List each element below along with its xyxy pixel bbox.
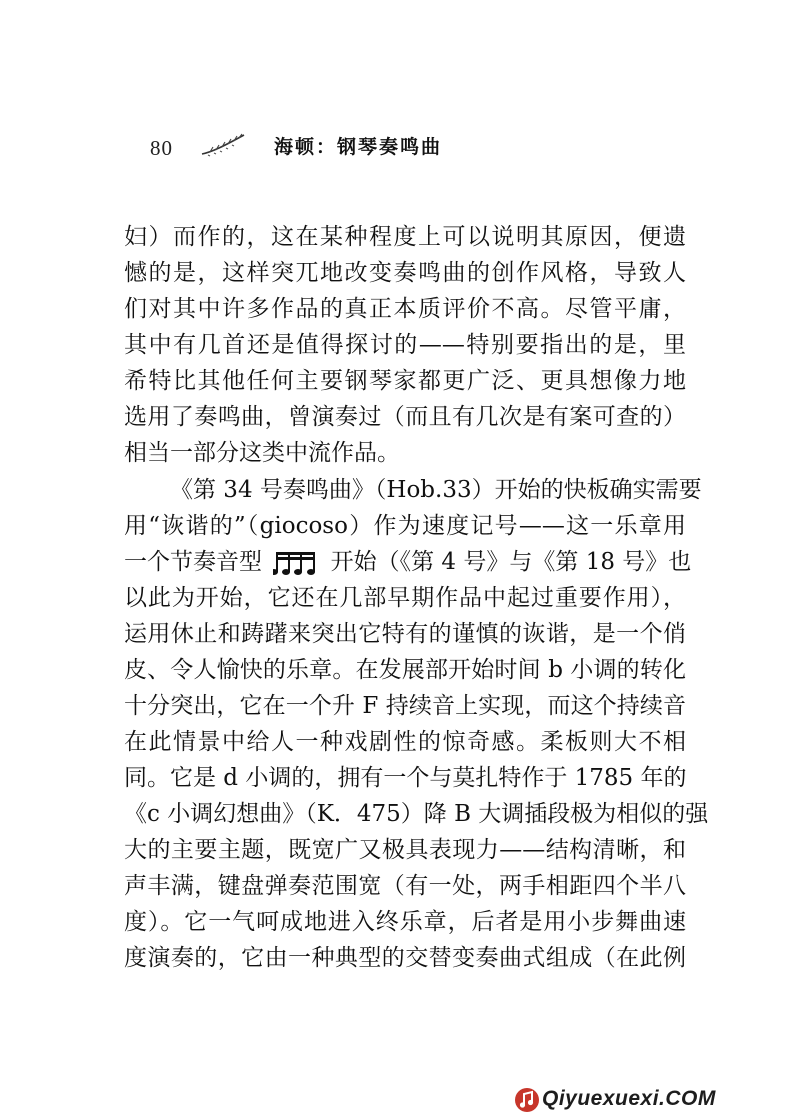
text-line-with-rhythm-figure xyxy=(124,544,692,580)
text-line: 相当一部分这类中流作品。 xyxy=(124,440,400,466)
music-note-icon xyxy=(514,1087,540,1113)
feather-ornament-icon xyxy=(200,132,246,158)
text-line: 希特比其他任何主要钢琴家都更广泛、更具想像力地 xyxy=(124,368,686,394)
text-line: 度演奏的，它由一种典型的交替变奏曲式组成（在此例 xyxy=(124,945,686,971)
text-line: 运用休止和踌躇来突出它特有的谨慎的诙谐，是一个俏 xyxy=(124,621,686,647)
site-watermark xyxy=(514,1084,784,1114)
text-line: 《第 34 号奏鸣曲》（Hob.33）开始的快板确实需要 xyxy=(170,477,702,503)
text-line: 《c 小调幻想曲》（K．475）降 B 大调插段极为相似的强 xyxy=(124,801,709,827)
text-line: 们对其中许多作品的真正本质评价不高。尽管平庸， xyxy=(124,296,686,322)
text-line: 其中有几首还是值得探讨的——特别要指出的是，里 xyxy=(124,332,686,358)
text-line: 同。它是 d 小调的，拥有一个与莫扎特作于 1785 年的 xyxy=(124,765,687,791)
watermark-text: Qiyuexuexi.COM xyxy=(542,1087,716,1110)
text-segment: 一个节奏音型 xyxy=(124,549,262,575)
text-line: 妇）而作的，这在某种程度上可以说明其原因，便遗 xyxy=(124,224,686,250)
text-segment: 开始（《第 4 号》与《第 18 号》也 xyxy=(330,549,692,575)
text-line: 大的主要主题，既宽广又极具表现力——结构清晰，和 xyxy=(124,837,686,863)
running-title: 海顿：钢琴奏鸣曲 xyxy=(274,136,443,158)
page-header xyxy=(0,128,794,168)
rhythm-figure-icon xyxy=(273,550,319,576)
text-line: 选用了奏鸣曲，曾演奏过（而且有几次是有案可查的） xyxy=(124,404,686,430)
text-line: 用“诙谐的”（giocoso）作为速度记号——这一乐章用 xyxy=(124,513,686,539)
text-line: 度）。它一气呵成地进入终乐章，后者是用小步舞曲速 xyxy=(124,909,686,935)
text-line: 憾的是，这样突兀地改变奏鸣曲的创作风格，导致人 xyxy=(124,260,686,286)
text-line: 以此为开始，它还在几部早期作品中起过重要作用）， xyxy=(124,585,686,611)
text-line: 十分突出，它在一个升 F 持续音上实现，而这个持续音 xyxy=(124,693,686,719)
text-line: 皮、令人愉快的乐章。在发展部开始时间 b 小调的转化 xyxy=(124,657,686,683)
text-line: 声丰满，键盘弹奏范围宽（有一处，两手相距四个半八 xyxy=(124,873,686,899)
page-number: 80 xyxy=(150,136,173,160)
text-line: 在此情景中给人一种戏剧性的惊奇感。柔板则大不相 xyxy=(124,729,686,755)
